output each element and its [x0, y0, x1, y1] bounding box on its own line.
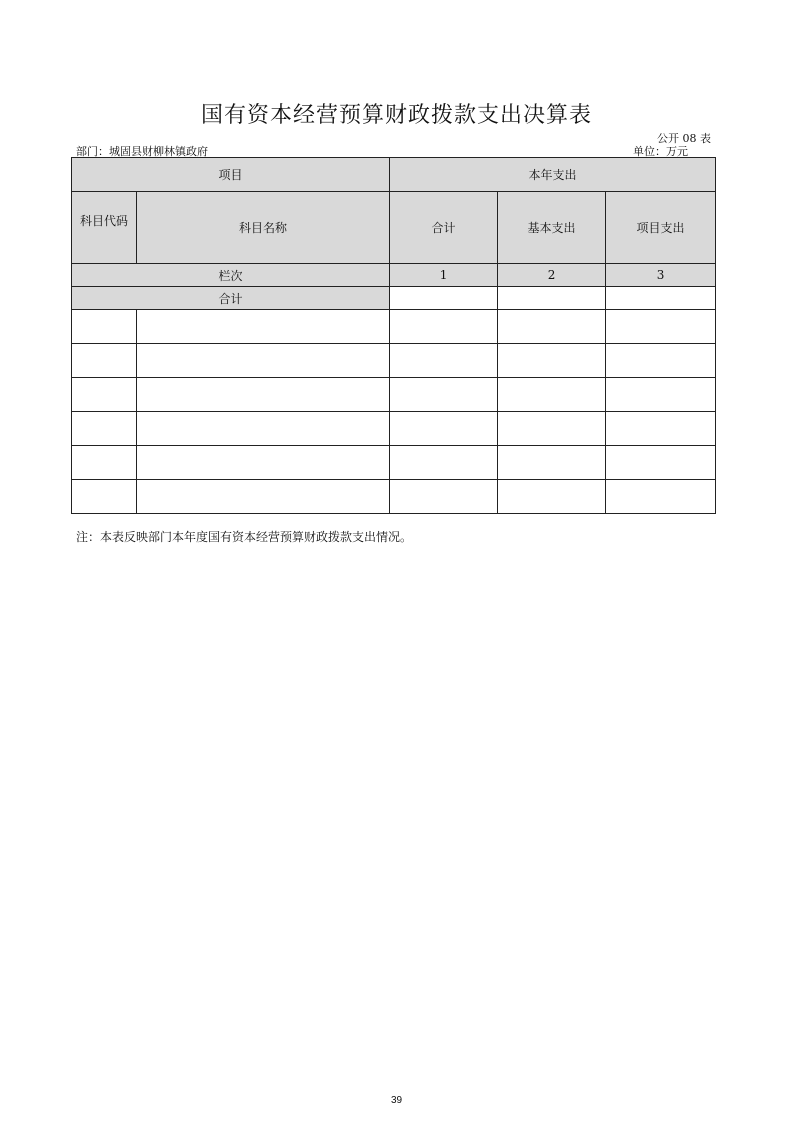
table-cell	[390, 446, 498, 480]
table-cell	[606, 446, 716, 480]
table-cell	[390, 480, 498, 514]
page-number: 39	[390, 1095, 403, 1106]
total-project-cell	[606, 287, 716, 310]
table-cell	[606, 310, 716, 344]
table-cell	[498, 344, 606, 378]
table-row	[72, 412, 716, 446]
table-cell	[606, 480, 716, 514]
table-cell	[498, 310, 606, 344]
table-cell	[137, 310, 390, 344]
table-cell	[390, 412, 498, 446]
table-cell	[498, 412, 606, 446]
total-basic-cell	[498, 287, 606, 310]
index-3: 3	[606, 264, 716, 287]
header-row-1	[72, 158, 716, 192]
table-cell	[72, 378, 137, 412]
table-cell	[137, 446, 390, 480]
table-cell	[137, 412, 390, 446]
table-cell	[498, 446, 606, 480]
table-cell	[606, 378, 716, 412]
table-cell	[606, 344, 716, 378]
table-row	[72, 344, 716, 378]
total-value-cell	[390, 287, 498, 310]
table-cell	[390, 344, 498, 378]
table-cell	[72, 412, 137, 446]
table-row	[72, 310, 716, 344]
table-note: 注：本表反映部门本年度国有资本经营预算财政拨款支出情况。	[76, 530, 413, 544]
col-basic-expense: 基本支出	[498, 192, 606, 264]
index-1: 1	[390, 264, 498, 287]
col-subject-code: 科目代码	[72, 192, 137, 264]
header-project: 项目	[72, 158, 390, 192]
index-row	[72, 264, 716, 287]
index-2: 2	[498, 264, 606, 287]
unit-label: 单位：万元	[633, 145, 688, 158]
col-total: 合计	[390, 192, 498, 264]
total-row	[72, 287, 716, 310]
table-cell	[390, 378, 498, 412]
table-cell	[390, 310, 498, 344]
header-expense: 本年支出	[390, 158, 716, 192]
row-index-label: 栏次	[72, 264, 390, 287]
table-cell	[72, 446, 137, 480]
page-title: 国有资本经营预算财政拨款支出决算表	[200, 103, 592, 128]
table-cell	[498, 378, 606, 412]
table-cell	[137, 344, 390, 378]
total-label: 合计	[72, 287, 390, 310]
col-subject-name: 科目名称	[137, 192, 390, 264]
table-cell	[498, 480, 606, 514]
table-cell	[72, 480, 137, 514]
table-cell	[72, 344, 137, 378]
table-row	[72, 480, 716, 514]
department-label: 部门：城固县财柳林镇政府	[76, 145, 208, 158]
table-cell	[72, 310, 137, 344]
table-row	[72, 378, 716, 412]
table-cell	[137, 378, 390, 412]
table-row	[72, 446, 716, 480]
col-project-expense: 项目支出	[606, 192, 716, 264]
table-cell	[137, 480, 390, 514]
expenditure-table	[71, 157, 716, 514]
header-row-2	[72, 192, 716, 264]
form-number: 公开 08 表	[657, 132, 711, 145]
table-cell	[606, 412, 716, 446]
